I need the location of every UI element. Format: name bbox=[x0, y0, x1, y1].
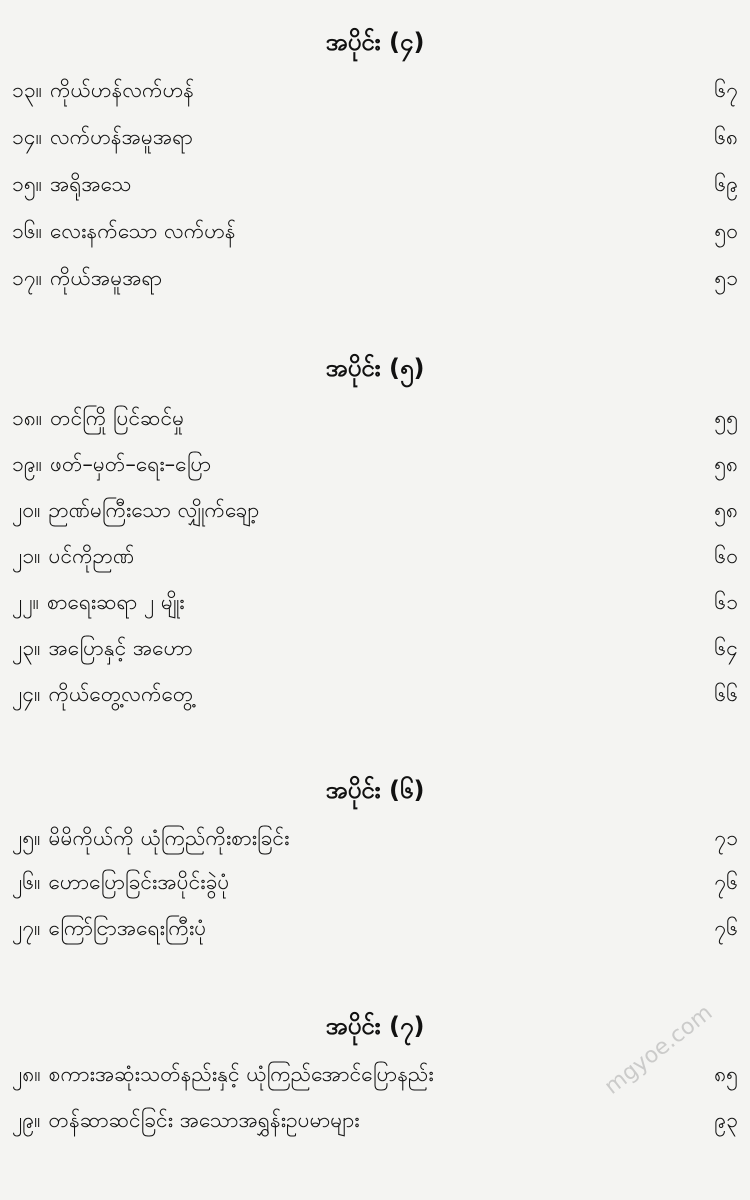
toc-item bbox=[12, 258, 738, 298]
item-number: ၂၇။ bbox=[12, 916, 41, 940]
toc-item bbox=[12, 211, 738, 251]
item-number: ၂၁။ bbox=[12, 544, 41, 568]
item-number: ၁၇။ bbox=[12, 266, 42, 290]
item-title: မိမိကိုယ်ကို ယုံကြည်ကိုးစားခြင်း bbox=[48, 826, 290, 850]
item-title: စာရေးဆရာ ၂ မျိုး bbox=[47, 590, 185, 614]
item-number: ၂၉။ bbox=[12, 1108, 41, 1132]
item-page: ၉၃ bbox=[714, 1108, 738, 1132]
item-title: စကားအဆုံးသတ်နည်းနှင့် ယုံကြည်အောင်ပြောနည်း bbox=[48, 1062, 434, 1086]
section-title-4: အပိုင်း (၄) bbox=[325, 28, 425, 56]
item-page: ၆၇ bbox=[714, 78, 738, 102]
item-page: ၆၆ bbox=[714, 682, 738, 706]
item-title: ကိုယ်ဟန်လက်ဟန် bbox=[49, 78, 194, 102]
toc-item bbox=[12, 674, 738, 714]
item-title: ကိုယ်တွေ့လက်တွေ့ bbox=[48, 682, 194, 706]
toc-item bbox=[12, 117, 738, 157]
toc-item bbox=[12, 862, 738, 902]
item-title: အပြောနှင့် အဟော bbox=[48, 636, 193, 660]
item-page: ၅၈ bbox=[714, 452, 738, 476]
item-title: ပင်ကိုဉာဏ် bbox=[48, 544, 135, 568]
item-number: ၂၆။ bbox=[12, 870, 41, 894]
item-title: အရိုအသေ bbox=[49, 172, 132, 196]
toc-item bbox=[12, 444, 738, 484]
item-number: ၂၅။ bbox=[12, 826, 41, 850]
item-page: ၇၆ bbox=[714, 916, 738, 940]
item-number: ၁၃။ bbox=[12, 78, 42, 102]
item-number: ၁၉။ bbox=[12, 452, 42, 476]
item-page: ၇၆ bbox=[714, 870, 738, 894]
item-page: ၆၁ bbox=[714, 590, 738, 614]
item-page: ၇၁ bbox=[714, 826, 738, 850]
item-title: လက်ဟန်အမူအရာ bbox=[49, 125, 193, 149]
item-number: ၂၃။ bbox=[12, 636, 41, 660]
item-title: ဉာဏ်မကြီးသော လျှိုက်ချော့ bbox=[48, 498, 260, 522]
item-number: ၂၂။ bbox=[12, 590, 39, 614]
item-number: ၂၄။ bbox=[12, 682, 41, 706]
item-title: တန်ဆာဆင်ခြင်း အသောအရွှန်းဥပမာများ bbox=[48, 1108, 360, 1132]
item-title: လေးနက်သော လက်ဟန် bbox=[49, 219, 236, 243]
section-title-6: အပိုင်း (၆) bbox=[325, 776, 425, 804]
toc-item bbox=[12, 582, 738, 622]
item-page: ၅၁ bbox=[714, 266, 738, 290]
item-title: ဟောပြောခြင်းအပိုင်းခွဲပုံ bbox=[48, 870, 230, 894]
item-page: ၅၀ bbox=[714, 219, 738, 243]
item-number: ၂၀။ bbox=[12, 498, 41, 522]
toc-item bbox=[12, 1100, 738, 1140]
toc-item bbox=[12, 908, 738, 948]
item-number: ၁၈။ bbox=[12, 406, 43, 430]
section-title-7: အပိုင်း (၇) bbox=[325, 1012, 425, 1040]
item-page: ၅၅ bbox=[714, 406, 738, 430]
item-title: တင်ကြို ပြင်ဆင်မှု bbox=[50, 406, 185, 430]
item-title: ကြော်ငြာအရေးကြီးပုံ bbox=[48, 916, 207, 940]
watermark: mgyoe.com bbox=[600, 1000, 718, 1100]
item-title: ကိုယ်အမူအရာ bbox=[49, 266, 163, 290]
item-page: ၆၀ bbox=[714, 544, 738, 568]
item-number: ၁၄။ bbox=[12, 125, 42, 149]
toc-item bbox=[12, 490, 738, 530]
section-title-5: အပိုင်း (၅) bbox=[325, 354, 425, 382]
toc-item bbox=[12, 536, 738, 576]
item-page: ၅၈ bbox=[714, 498, 738, 522]
toc-item bbox=[12, 164, 738, 204]
toc-item bbox=[12, 398, 738, 438]
item-page: ၈၅ bbox=[714, 1062, 738, 1086]
item-number: ၂၈။ bbox=[12, 1062, 41, 1086]
toc-item bbox=[12, 628, 738, 668]
toc-item bbox=[12, 70, 738, 110]
item-page: ၆၈ bbox=[714, 125, 738, 149]
item-page: ၆၉ bbox=[714, 172, 738, 196]
item-page: ၆၄ bbox=[714, 636, 738, 660]
item-title: ဖတ်–မှတ်–ရေး–ပြော bbox=[49, 452, 212, 476]
item-number: ၁၆။ bbox=[12, 219, 42, 243]
toc-item bbox=[12, 818, 738, 858]
item-number: ၁၅။ bbox=[12, 172, 42, 196]
